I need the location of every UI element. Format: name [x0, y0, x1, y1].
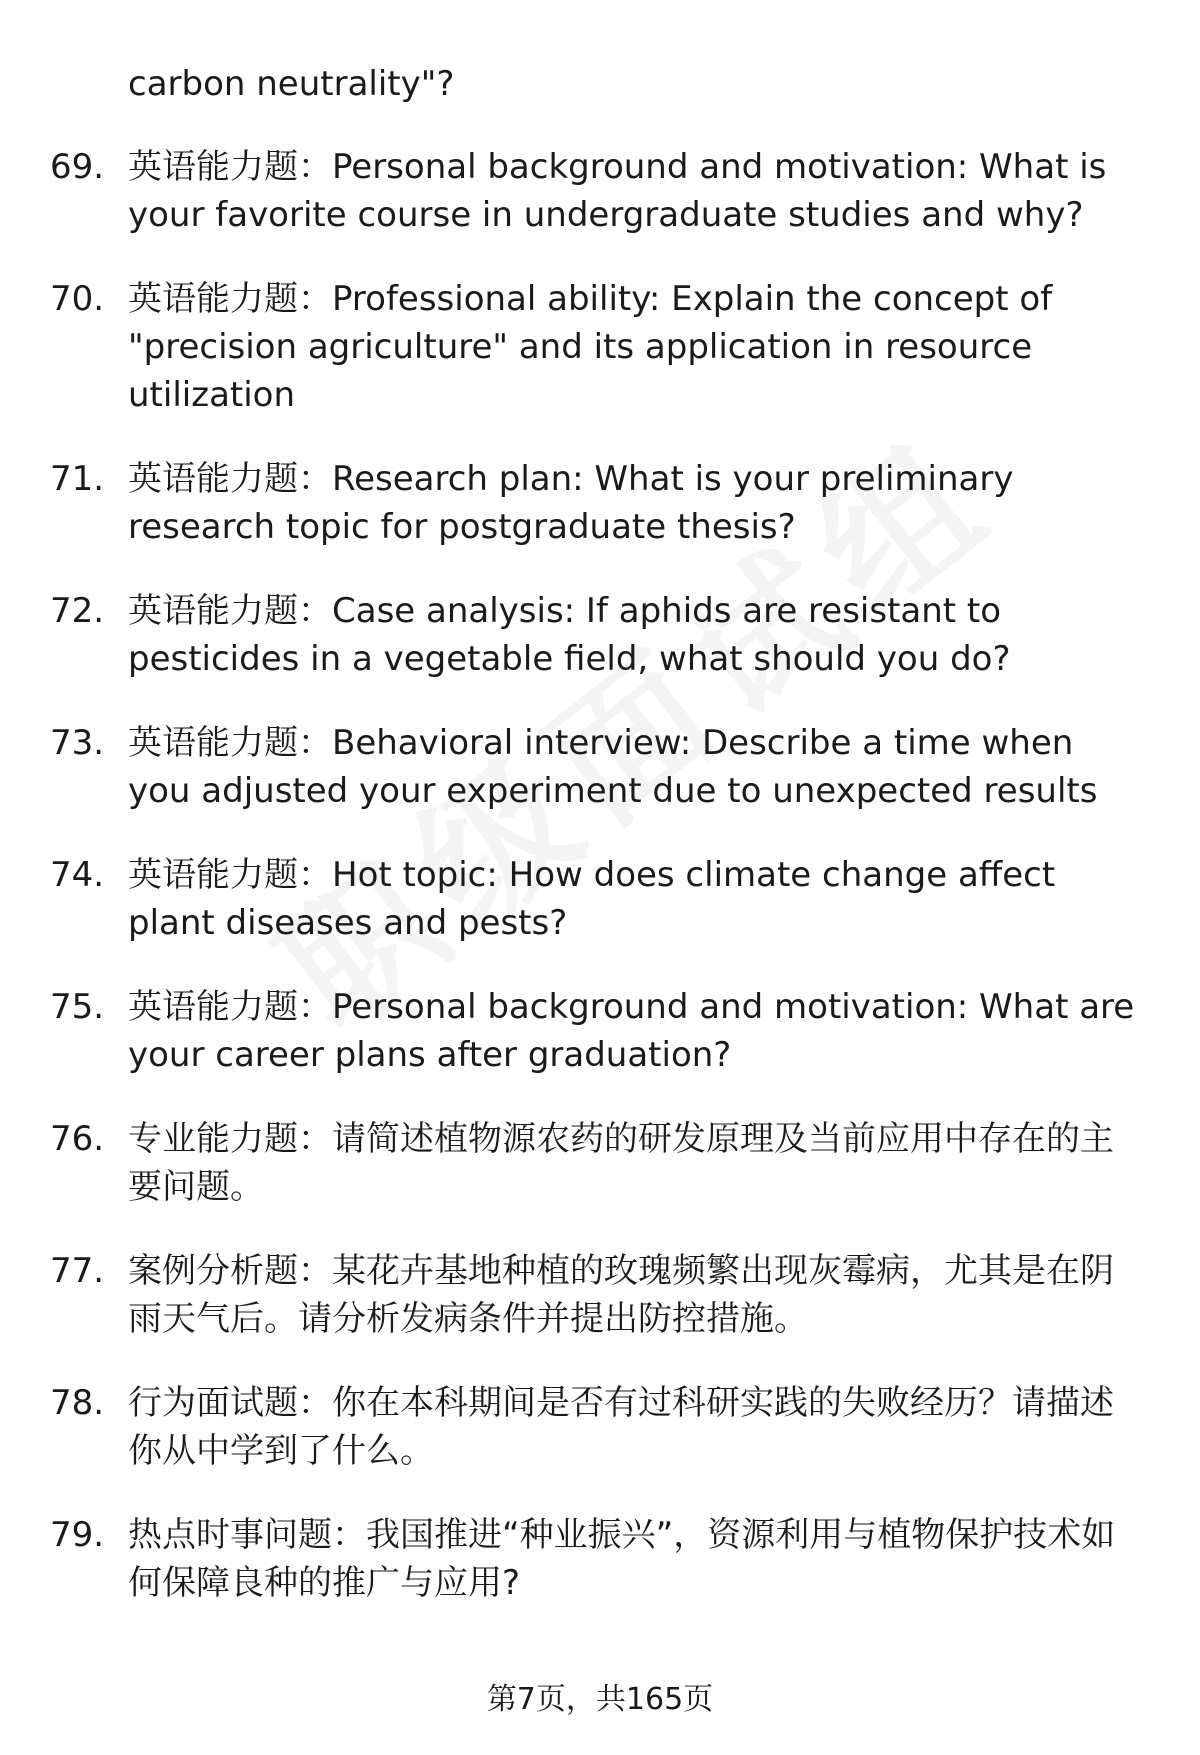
question-text: 案例分析题：某花卉基地种植的玫瑰频繁出现灰霉病，尤其是在阴雨天气后。请分析发病条件并提出防控措施。 — [128, 1251, 1114, 1339]
question-text: 英语能力题：Case analysis: If aphids are resistant to pesticides in a vegetable field, what should you do? — [128, 591, 1011, 679]
question-item — [0, 143, 1200, 239]
question-number: 74. — [50, 855, 105, 895]
continued-question-text: carbon neutrality"? — [128, 64, 455, 104]
question-text: 英语能力题：Personal background and motivation: What is your favorite course in undergraduate studies and why? — [128, 147, 1107, 235]
question-number: 71. — [50, 459, 105, 499]
question-text: 英语能力题：Hot topic: How does climate change affect plant diseases and pests? — [128, 855, 1056, 943]
question-item — [0, 983, 1200, 1079]
question-number: 76. — [50, 1119, 105, 1159]
question-item — [0, 1247, 1200, 1343]
question-item — [0, 1379, 1200, 1475]
question-text: 英语能力题：Research plan: What is your preliminary research topic for postgraduate thesis? — [128, 459, 1014, 547]
question-text: 热点时事问题：我国推进“种业振兴”，资源利用与植物保护技术如何保障良种的推广与应用? — [128, 1515, 1116, 1603]
question-number: 73. — [50, 723, 105, 763]
question-number: 72. — [50, 591, 105, 631]
question-number: 75. — [50, 987, 105, 1027]
question-item — [0, 1115, 1200, 1211]
question-item — [0, 719, 1200, 815]
question-text: 行为面试题：你在本科期间是否有过科研实践的失败经历？请描述你从中学到了什么。 — [128, 1383, 1114, 1471]
question-text: 专业能力题：请简述植物源农药的研发原理及当前应用中存在的主要问题。 — [128, 1119, 1114, 1207]
question-item — [0, 851, 1200, 947]
page-footer: 第7页，共165页 — [486, 1682, 714, 1717]
question-item — [0, 455, 1200, 551]
question-text: 英语能力题：Behavioral interview: Describe a time when you adjusted your experiment due to unexpected results — [128, 723, 1098, 811]
question-number: 70. — [50, 279, 105, 319]
question-item — [0, 275, 1200, 419]
question-number: 78. — [50, 1383, 105, 1423]
question-number: 77. — [50, 1251, 105, 1291]
question-item — [0, 587, 1200, 683]
question-list — [0, 143, 1200, 1643]
question-number: 69. — [50, 147, 105, 187]
question-text: 英语能力题：Professional ability: Explain the concept of "precision agriculture" and its application in resource utilization — [128, 279, 1053, 415]
question-number: 79. — [50, 1515, 105, 1555]
question-item — [0, 1511, 1200, 1607]
question-text: 英语能力题：Personal background and motivation: What are your career plans after graduation? — [128, 987, 1135, 1075]
